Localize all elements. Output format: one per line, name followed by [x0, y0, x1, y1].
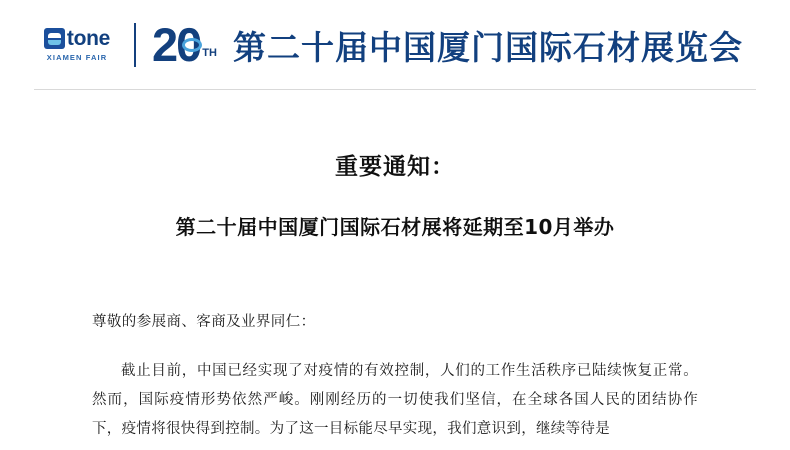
stone-logo-mark-icon — [44, 28, 65, 49]
notice-title: 重要通知： — [335, 154, 455, 180]
anniversary-suffix: TH — [202, 47, 217, 60]
logo-brand-subtext: XIAMEN FAIR — [46, 53, 108, 62]
header-bottom-rule — [34, 89, 756, 90]
stone-xiamen-fair-logo — [34, 28, 120, 62]
salutation: 尊敬的参展商、客商及业界同仁： — [92, 314, 316, 330]
logo-wordmark — [44, 28, 110, 49]
body-paragraph-1: 截止目前，中国已经实现了对疫情的有效控制，人们的工作生活秩序已陆续恢复正常。然而，国际疫情形势依然严峻。刚刚经历的一切使我们坚信，在全球各国人民的团结协作下，疫情将很快得到控制。为了这一目标能尽早实现，我们意识到，继续等待是 — [92, 363, 698, 437]
header-divider — [134, 23, 136, 67]
page-header — [0, 0, 790, 90]
logo-brand-text: tone — [66, 27, 111, 50]
header-title: 第二十届中国厦门国际石材展览会 — [232, 27, 743, 67]
document-body — [0, 148, 790, 444]
notice-subtitle: 第二十届中国厦门国际石材展将延期至10月举办 — [175, 215, 615, 239]
anniversary-mark — [152, 17, 217, 71]
anniversary-number: 20 — [152, 17, 201, 71]
